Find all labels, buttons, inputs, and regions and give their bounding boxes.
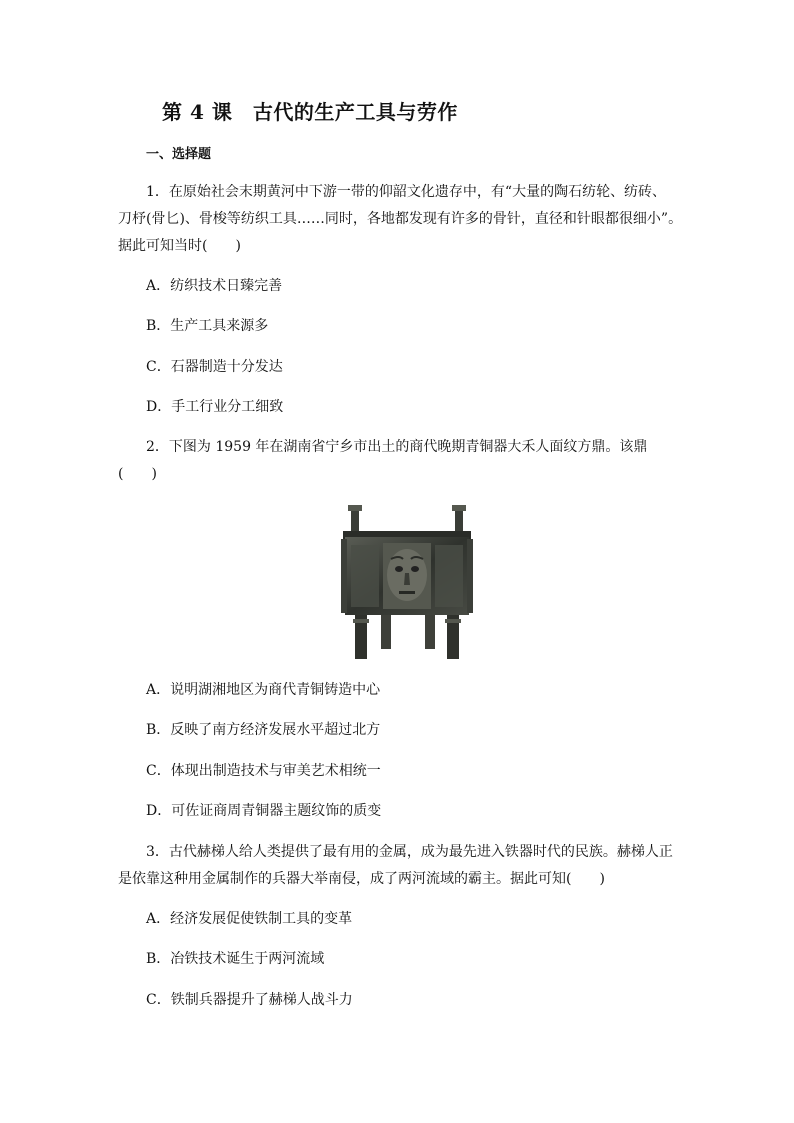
question-1-option-a: A．纺织技术日臻完善 [146, 278, 283, 294]
question-2-line-1: 2．下图为 1959 年在湖南省宁乡市出土的商代晚期青铜器大禾人面纹方鼎。该鼎 [146, 439, 648, 455]
question-1-option-c: C．石器制造十分发达 [146, 359, 283, 375]
question-1-line-1: 1．在原始社会末期黄河中下游一带的仰韶文化遗存中，有“大量的陶石纺轮、纺砖、 [146, 184, 667, 200]
question-3-option-b: B．冶铁技术诞生于两河流域 [146, 951, 325, 967]
section-heading: 一、选择题 [146, 147, 212, 162]
question-2-option-d: D．可佐证商周青铜器主题纹饰的质变 [146, 803, 382, 819]
bronze-ding-image [339, 503, 475, 663]
question-1-option-d: D．手工行业分工细致 [146, 399, 284, 415]
page-title: 第 4 课 古代的生产工具与劳作 [162, 100, 458, 124]
question-1-option-b: B．生产工具来源多 [146, 318, 269, 334]
question-3-line-2: 是依靠这种用金属制作的兵器大举南侵，成了两河流域的霸主。据此可知( ) [118, 871, 605, 887]
question-1-line-3: 据此可知当时( ) [118, 238, 241, 254]
question-1-line-2: 刀杼(骨匕)、骨梭等纺织工具……同时，各地都发现有许多的骨针，直径和针眼都很细小”。 [118, 211, 683, 227]
question-3-line-1: 3．古代赫梯人给人类提供了最有用的金属，成为最先进入铁器时代的民族。赫梯人正 [146, 844, 673, 860]
question-3-option-a: A．经济发展促使铁制工具的变革 [146, 911, 353, 927]
question-2-line-2: ( ) [118, 466, 157, 482]
question-3-option-c: C．铁制兵器提升了赫梯人战斗力 [146, 992, 353, 1008]
question-2-option-c: C．体现出制造技术与审美艺术相统一 [146, 763, 381, 779]
question-2-option-a: A．说明湖湘地区为商代青铜铸造中心 [146, 682, 381, 698]
question-2-option-b: B．反映了南方经济发展水平超过北方 [146, 722, 381, 738]
